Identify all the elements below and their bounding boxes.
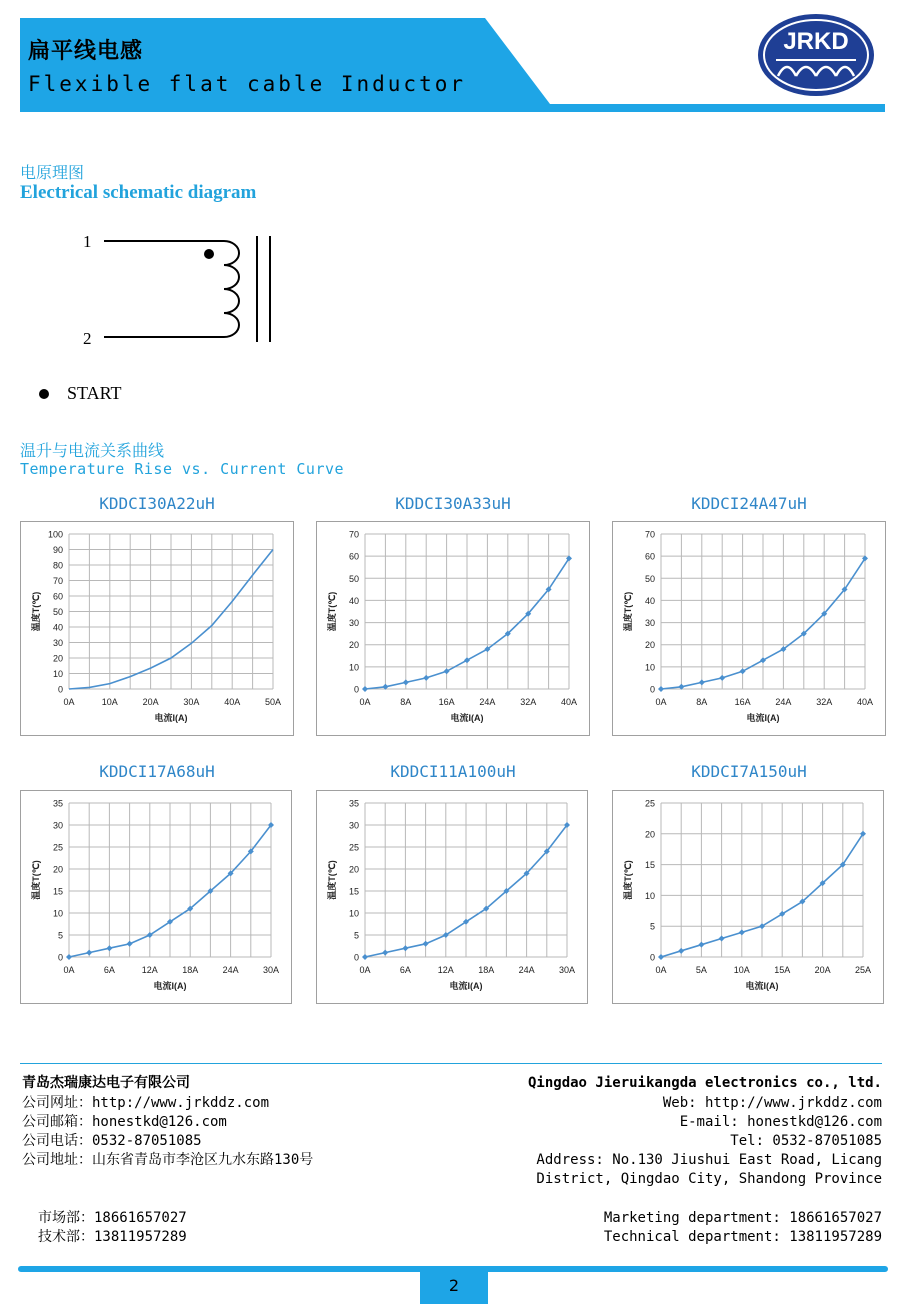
y-tick-label: 5: [57, 930, 63, 941]
y-tick-label: 0: [353, 684, 359, 695]
temperature-chart: [317, 522, 589, 735]
tech-dept-cn: 技术部：13811957289: [38, 1229, 187, 1245]
x-tick-label: 12A: [141, 965, 158, 975]
x-tick-label: 32A: [520, 697, 537, 707]
y-tick-label: 15: [644, 860, 655, 871]
y-tick-label: 35: [348, 798, 359, 809]
page-title-cn: 扁平线电感: [28, 39, 144, 64]
pin-1-label: 1: [83, 232, 92, 251]
chart-panel: [20, 790, 292, 1004]
x-tick-label: 18A: [182, 965, 199, 975]
data-point: [658, 954, 664, 960]
data-point: [699, 679, 705, 685]
chart-title: KDDCI17A68uH: [99, 762, 215, 781]
address-en-line1: Address: No.130 Jiushui East Road, Licang: [536, 1152, 882, 1168]
data-point: [658, 686, 664, 692]
x-tick-label: 24A: [222, 965, 239, 975]
x-tick-label: 40A: [856, 697, 874, 707]
y-tick-label: 30: [644, 618, 655, 629]
y-axis-label: 温度T(℃): [623, 591, 633, 632]
data-point: [698, 942, 704, 948]
bullet-dot-icon: [38, 388, 50, 400]
chart-panel: [316, 521, 590, 736]
y-tick-label: 10: [52, 908, 63, 919]
data-point: [739, 929, 745, 935]
chart-title: KDDCI11A100uH: [390, 762, 516, 781]
logo-text: JRKD: [783, 28, 849, 55]
data-point: [444, 668, 450, 674]
temperature-chart: [317, 791, 587, 1003]
data-point: [127, 941, 133, 947]
y-tick-label: 0: [57, 952, 63, 963]
y-tick-label: 30: [348, 618, 359, 629]
curves-heading-en: Temperature Rise vs. Current Curve: [20, 460, 345, 478]
y-tick-label: 20: [348, 864, 359, 875]
y-tick-label: 50: [644, 573, 655, 584]
x-tick-label: 0A: [655, 965, 667, 975]
data-point: [740, 668, 746, 674]
x-tick-label: 16A: [734, 697, 751, 707]
x-tick-label: 8A: [400, 697, 412, 707]
chart-panel: [316, 790, 588, 1004]
x-axis-label: 电流I(A): [153, 981, 187, 991]
y-tick-label: 30: [52, 820, 63, 831]
y-tick-label: 15: [52, 886, 63, 897]
x-tick-label: 25A: [854, 965, 872, 975]
start-label: START: [67, 383, 122, 403]
data-point: [66, 954, 72, 960]
x-tick-label: 0A: [359, 965, 371, 975]
website-cn: 公司网址：http://www.jrkddz.com: [22, 1095, 270, 1111]
y-tick-label: 10: [348, 908, 359, 919]
start-dot-icon: [204, 249, 214, 259]
y-tick-label: 5: [649, 921, 655, 932]
page-title-en: Flexible flat cable Inductor: [28, 72, 467, 96]
x-tick-label: 5A: [695, 965, 707, 975]
y-tick-label: 20: [348, 640, 359, 651]
y-tick-label: 5: [353, 930, 359, 941]
y-tick-label: 90: [52, 545, 63, 555]
temperature-chart: [613, 791, 883, 1003]
y-tick-label: 70: [644, 529, 655, 540]
y-axis-label: 温度T(℃): [623, 860, 633, 900]
data-point: [678, 948, 684, 954]
x-tick-label: 18A: [478, 965, 495, 975]
y-tick-label: 0: [353, 952, 359, 963]
company-logo: [756, 12, 876, 98]
x-axis-label: 电流I(A): [745, 981, 779, 991]
pin-2-label: 2: [83, 329, 92, 348]
x-tick-label: 0A: [63, 697, 75, 707]
x-axis-label: 电流I(A): [154, 713, 188, 723]
x-tick-label: 10A: [733, 965, 750, 975]
page-number: 2: [420, 1268, 488, 1304]
y-tick-label: 20: [644, 640, 655, 651]
x-tick-label: 24A: [479, 697, 496, 707]
y-tick-label: 0: [57, 684, 63, 695]
y-tick-label: 60: [644, 551, 655, 562]
chart-title: KDDCI7A150uH: [691, 762, 807, 781]
curves-heading-cn: 温升与电流关系曲线: [20, 441, 165, 460]
data-point: [362, 686, 368, 692]
y-tick-label: 0: [649, 952, 655, 963]
marketing-dept-cn: 市场部：18661657027: [38, 1210, 187, 1226]
data-point: [382, 950, 388, 956]
y-axis-label: 温度T(℃): [31, 591, 41, 632]
y-tick-label: 10: [348, 662, 359, 673]
data-point: [402, 945, 408, 951]
data-point: [403, 679, 409, 685]
inductor-schematic: [60, 222, 300, 362]
data-point: [423, 675, 429, 681]
y-axis-label: 温度T(℃): [327, 860, 337, 900]
company-name-cn: 青岛杰瑞康达电子有限公司: [22, 1075, 190, 1091]
data-point: [362, 954, 368, 960]
y-tick-label: 60: [348, 551, 359, 562]
x-tick-label: 30A: [183, 697, 200, 707]
x-tick-label: 24A: [518, 965, 535, 975]
footer-divider: [20, 1063, 882, 1064]
y-tick-label: 25: [348, 842, 359, 853]
y-tick-label: 35: [52, 798, 63, 809]
chart-title: KDDCI24A47uH: [691, 494, 807, 513]
company-name-en: Qingdao Jieruikangda electronics co., ltd.: [527, 1075, 882, 1091]
x-tick-label: 24A: [775, 697, 792, 707]
x-tick-label: 10A: [101, 697, 118, 707]
y-tick-label: 70: [348, 529, 359, 540]
y-tick-label: 40: [348, 595, 359, 606]
x-tick-label: 32A: [816, 697, 833, 707]
y-tick-label: 100: [47, 529, 63, 540]
x-axis-label: 电流I(A): [449, 981, 483, 991]
phone-cn: 公司电话：0532-87051085: [22, 1133, 202, 1149]
address-cn: 公司地址：山东省青岛市李沧区九水东路130号: [22, 1152, 314, 1168]
y-tick-label: 10: [52, 669, 63, 679]
data-point: [423, 941, 429, 947]
phone-en: Tel: 0532-87051085: [730, 1133, 882, 1149]
y-tick-label: 60: [52, 591, 63, 602]
y-axis-label: 温度T(℃): [327, 591, 337, 632]
y-tick-label: 10: [644, 890, 655, 901]
temperature-chart: [21, 522, 293, 735]
y-tick-label: 40: [644, 595, 655, 606]
x-tick-label: 40A: [224, 697, 241, 707]
data-point: [464, 657, 470, 663]
schematic-heading-en: Electrical schematic diagram: [20, 182, 257, 203]
y-tick-label: 80: [52, 560, 63, 571]
x-tick-label: 20A: [814, 965, 831, 975]
y-tick-label: 70: [52, 576, 63, 586]
temperature-chart: [613, 522, 885, 735]
data-point: [760, 657, 766, 663]
y-tick-label: 30: [52, 638, 63, 648]
email-cn: 公司邮箱：honestkd@126.com: [22, 1114, 227, 1130]
x-tick-label: 40A: [560, 697, 578, 707]
data-point: [719, 936, 725, 942]
y-tick-label: 0: [649, 684, 655, 695]
x-tick-label: 30A: [262, 965, 280, 975]
y-tick-label: 40: [52, 622, 63, 633]
x-tick-label: 15A: [774, 965, 791, 975]
x-axis-label: 电流I(A): [746, 713, 780, 723]
y-tick-label: 20: [52, 653, 63, 664]
chart-panel: [612, 790, 884, 1004]
x-tick-label: 16A: [438, 697, 455, 707]
data-point: [719, 675, 725, 681]
chart-title: KDDCI30A22uH: [99, 494, 215, 513]
chart-title: KDDCI30A33uH: [395, 494, 511, 513]
x-tick-label: 6A: [399, 965, 411, 975]
email-en: E-mail: honestkd@126.com: [679, 1114, 882, 1130]
tech-dept-en: Technical department: 13811957289: [603, 1229, 882, 1245]
x-axis-label: 电流I(A): [450, 713, 484, 723]
y-tick-label: 15: [348, 886, 359, 897]
data-point: [106, 945, 112, 951]
address-en-line2: District, Qingdao City, Shandong Province: [536, 1171, 882, 1187]
x-tick-label: 12A: [437, 965, 454, 975]
data-point: [86, 950, 92, 956]
y-tick-label: 20: [644, 829, 655, 840]
chart-panel: [612, 521, 886, 736]
x-tick-label: 0A: [359, 697, 371, 707]
y-tick-label: 25: [52, 842, 63, 853]
marketing-dept-en: Marketing department: 18661657027: [603, 1210, 882, 1226]
x-tick-label: 50A: [264, 697, 282, 707]
x-tick-label: 6A: [103, 965, 115, 975]
y-axis-label: 温度T(℃): [31, 860, 41, 900]
x-tick-label: 0A: [63, 965, 75, 975]
x-tick-label: 20A: [142, 697, 159, 707]
y-tick-label: 50: [52, 607, 63, 617]
schematic-heading-cn: 电原理图: [20, 163, 85, 182]
y-tick-label: 50: [348, 573, 359, 584]
x-tick-label: 8A: [696, 697, 708, 707]
y-tick-label: 20: [52, 864, 63, 875]
temperature-chart: [21, 791, 291, 1003]
y-tick-label: 10: [644, 662, 655, 673]
x-tick-label: 30A: [558, 965, 576, 975]
website-en: Web: http://www.jrkddz.com: [662, 1095, 882, 1111]
y-tick-label: 25: [644, 798, 655, 809]
chart-panel: [20, 521, 294, 736]
y-tick-label: 30: [348, 820, 359, 831]
x-tick-label: 0A: [655, 697, 667, 707]
